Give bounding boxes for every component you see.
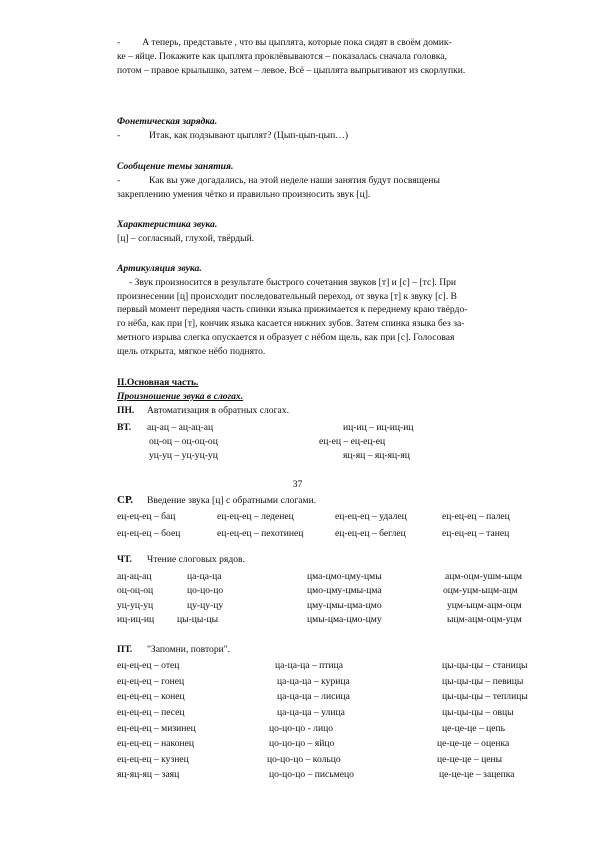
pt-section: [117, 643, 557, 784]
articulation-line-1: - Звук произносится в результате быстрого сочетания звуков [т] и [с] – [тс]. При: [129, 276, 457, 288]
cht-cell: цмо-цму-цмы-цма: [307, 585, 382, 597]
vt-row-1: [117, 421, 557, 435]
cht-row-4: [117, 613, 557, 627]
characteristic-heading: Характеристика звука.: [117, 219, 218, 230]
pt-cell: це-це-це – оценка: [437, 738, 510, 750]
pt-cell: цы-цы-цы – теплицы: [442, 691, 528, 703]
topic-line-2: закреплению умения чётко и правильно произносить звук [ц].: [117, 188, 371, 200]
articulation-section: [117, 262, 557, 359]
vt-cell: оц-оц – оц-оц-оц: [149, 435, 218, 447]
characteristic-text: [ц] – согласный, глухой, твёрдый.: [117, 232, 255, 244]
cht-cell: цо-цо-цо: [187, 585, 224, 597]
intro-marker: -: [117, 37, 121, 48]
pt-cell: ец-ец-ец – отец: [117, 660, 180, 672]
characteristic-section: [117, 218, 557, 246]
main-part-subheading: Произношение звука в слогах.: [117, 390, 244, 402]
cht-cell: ыцм-ацм-оцм-уцм: [447, 613, 522, 625]
pt-cell: цо-цо-цо – кольцо: [267, 753, 341, 765]
cht-title: Чтение слоговых рядов.: [147, 554, 245, 565]
vt-label: ВТ.: [117, 421, 132, 433]
sr-cell: ец-ец-ец – пехотинец: [217, 528, 304, 540]
sr-cell: ец-ец-ец – палец: [442, 511, 510, 523]
intro-line-1: А теперь, представьте , что вы цыплята, которые пока сидят в своём домик-: [142, 37, 452, 48]
pt-cell: ца-ца-ца – лисица: [277, 691, 350, 703]
cht-label: ЧТ.: [117, 554, 132, 565]
phonetic-heading: Фонетическая зарядка.: [117, 116, 218, 127]
pt-cell: цы-цы-цы – певицы: [442, 675, 524, 687]
cht-cell: уц-уц-уц: [117, 599, 154, 611]
pt-row-5: [117, 722, 557, 738]
pt-title: "Запомни, повтори".: [147, 644, 231, 655]
pt-cell: цо-цо-цо – письмецо: [269, 769, 354, 781]
pt-cell: яц-яц-яц – заяц: [117, 769, 180, 781]
topic-line-1: Как вы уже догадались, на этой неделе наши занятия будут посвящены: [149, 174, 440, 186]
sr-cell: ец-ец-ец – беглец: [335, 528, 406, 540]
pt-cell: ец-ец-ец – кузнец: [117, 753, 189, 765]
sr-label: СР.: [117, 494, 134, 506]
cht-cell: ца-ца-ца: [187, 571, 222, 583]
pt-cell: ец-ец-ец – наконец: [117, 738, 195, 750]
vt-row-3: [117, 449, 557, 463]
articulation-line-3: первый момент передняя часть спинки языка прижимается к переднему краю твёрдо-: [117, 304, 468, 316]
pt-row-2: [117, 675, 557, 691]
sr-row-1: [117, 510, 562, 524]
cht-cell: ац-ац-ац: [117, 571, 152, 583]
articulation-line-2: произнесении [ц] происходит последовательный переход, от звука [т] к звуку [с]. В: [117, 290, 457, 302]
main-part-heading: II.Основная часть.: [117, 377, 199, 388]
phonetic-section: [117, 115, 557, 143]
topic-section: [117, 160, 557, 201]
topic-marker: -: [117, 174, 121, 186]
pt-title-row: [117, 643, 557, 657]
pt-cell: це-це-це – цены: [437, 753, 503, 765]
sr-title: Введение звука [ц] с обратными слогами.: [147, 495, 317, 506]
intro-line-3: потом – правое крылышко, затем – левое. Всё – цыплята выпрыгивают из скорлупки.: [117, 64, 466, 76]
pt-cell: ец-ец-ец – конец: [117, 691, 185, 703]
articulation-line-6: щель открыта, мягкое нёбо поднято.: [117, 345, 266, 357]
articulation-heading: Артикуляция звука.: [117, 263, 202, 274]
intro-paragraph: [117, 36, 557, 77]
sr-title-row: [117, 494, 562, 508]
sr-cell: ец-ец-ец – бац: [117, 511, 176, 523]
pt-rows: [117, 659, 557, 784]
sh-title: Автоматизация в обратных слогах.: [147, 404, 289, 416]
page-number: 37: [292, 479, 303, 490]
pt-cell: ец-ец-ец – песец: [117, 706, 185, 718]
cht-cell: цма-цмо-цму-цмы: [307, 571, 382, 583]
topic-heading: Сообщение темы занятия.: [117, 161, 234, 172]
pt-row-7: [117, 753, 557, 769]
pt-cell: ца-ца-ца – курица: [277, 675, 350, 687]
vt-cell: ац-ац – ац-ац-ац: [147, 421, 214, 433]
articulation-line-5: метного изрыва слегка опускается и образует с нёбом щель, как при [с]. Голосовая: [117, 331, 455, 343]
pt-row-3: [117, 690, 557, 706]
intro-line-2: ке – яйце. Покажите как цыплята проклёвываются – показалась сначала головка,: [117, 50, 447, 62]
sr-section: [117, 494, 562, 542]
cht-cell: уцм-ыцм-ацм-оцм: [447, 599, 522, 611]
sr-cell: ец-ец-ец – боец: [117, 528, 181, 540]
cht-title-row: [117, 553, 557, 567]
pt-row-8: [117, 768, 557, 784]
phonetic-text: Итак, как подзывают цыплят? (Цып-цып-цып…): [149, 129, 349, 141]
cht-row-1: [117, 570, 557, 584]
main-part-section: [117, 376, 557, 463]
sh-row: [117, 404, 557, 418]
cht-cell: оцм-уцм-ыцм-ацм: [443, 585, 518, 597]
sh-label: ПН.: [117, 404, 135, 416]
cht-cell: цмы-цма-цмо-цму: [307, 613, 382, 625]
sr-cell: ец-ец-ец – леденец: [217, 511, 294, 523]
pt-row-6: [117, 737, 557, 753]
pt-cell: цо-цо-цо - лицо: [269, 722, 334, 734]
cht-section: [117, 553, 557, 627]
pt-cell: це-це-це – зацепка: [439, 769, 515, 781]
pt-cell: ца-ца-ца – улица: [277, 706, 345, 718]
pt-cell: ец-ец-ец – мизинец: [117, 722, 196, 734]
cht-cell: ацм-оцм-ушм-ыцм: [445, 571, 522, 583]
pt-cell: ец-ец-ец – гонец: [117, 675, 185, 687]
pt-cell: цы-цы-цы – станицы: [442, 660, 528, 672]
cht-cell: цы-цы-цы: [177, 613, 219, 625]
cht-row-3: [117, 599, 557, 613]
vt-cell: ец-ец – ец-ец-ец: [319, 435, 386, 447]
vt-cell: уц-уц – уц-уц-уц: [149, 450, 218, 462]
phonetic-marker: -: [117, 129, 121, 141]
pt-cell: це-це-це – цепь: [442, 722, 506, 734]
cht-row-2: [117, 584, 557, 598]
vt-cell: иц-иц – иц-иц-иц: [343, 421, 414, 433]
vt-row-2: [117, 435, 557, 449]
sr-cell: ец-ец-ец – удалец: [335, 511, 407, 523]
cht-cell: иц-иц-иц: [117, 613, 155, 625]
pt-row-1: [117, 659, 557, 675]
pt-row-4: [117, 706, 557, 722]
pt-cell: цо-цо-цо – яйцо: [269, 738, 335, 750]
cht-cell: цу-цу-цу: [187, 599, 224, 611]
sr-row-2: [117, 527, 562, 541]
pt-cell: цы-цы-цы – овцы: [442, 706, 514, 718]
sr-cell: ец-ец-ец – танец: [442, 528, 510, 540]
vt-cell: яц-яц – яц-яц-яц: [343, 450, 410, 462]
cht-cell: цму-цмы-цма-цмо: [307, 599, 382, 611]
cht-cell: оц-оц-оц: [117, 585, 154, 597]
pt-label: ПТ.: [117, 644, 133, 655]
articulation-line-4: го нёба, как при [т], кончик языка касается нижних зубов. Затем спинка языка без за-: [117, 318, 465, 330]
pt-cell: ца-ца-ца – птица: [275, 660, 344, 672]
